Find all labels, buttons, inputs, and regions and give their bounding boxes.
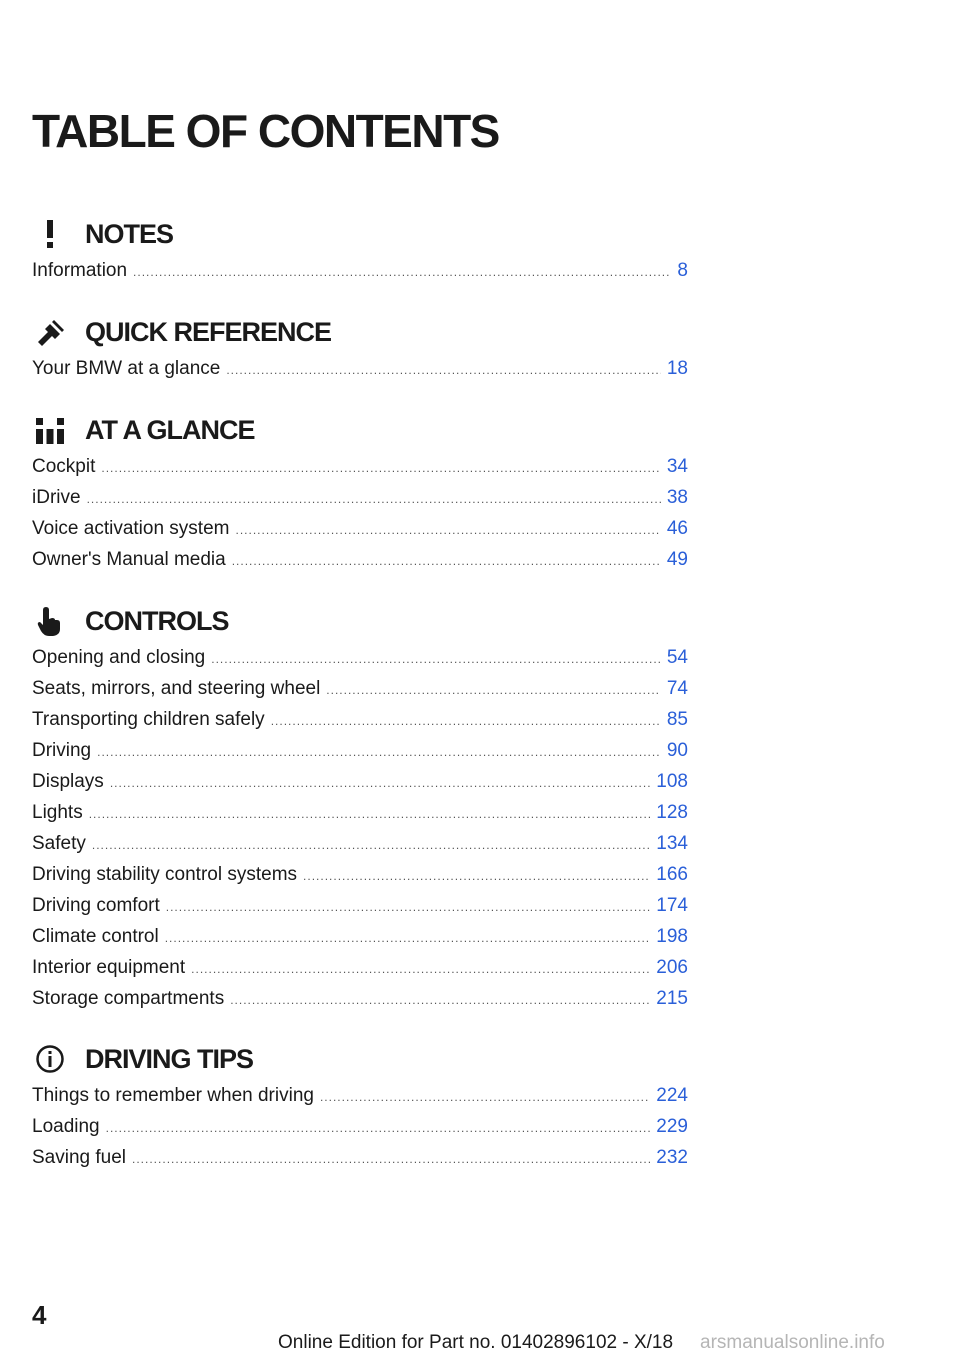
toc-entry-label: Voice activation system (32, 518, 230, 539)
toc-entry-label: Driving stability control systems (32, 864, 298, 885)
toc-entry-page[interactable]: 206 (656, 957, 688, 978)
toc-entry-label: Driving comfort (32, 895, 160, 916)
toc-entry[interactable] (32, 1143, 688, 1173)
toc-entry[interactable] (32, 984, 688, 1014)
toc-entry[interactable] (32, 483, 688, 513)
toc-entry[interactable] (32, 1081, 688, 1111)
toc-entry-page[interactable]: 8 (677, 260, 688, 281)
dot-leader (110, 768, 650, 798)
section-title: DRIVING TIPS (85, 1043, 254, 1074)
section-title: CONTROLS (85, 605, 229, 636)
dot-leader (132, 1144, 650, 1174)
dot-leader (211, 644, 661, 674)
dot-leader (101, 453, 661, 483)
toc-entry[interactable] (32, 736, 688, 766)
pin-icon (32, 314, 68, 350)
toc-entry-label: Your BMW at a glance (32, 358, 221, 379)
toc-entry-page[interactable]: 54 (666, 647, 688, 668)
dot-leader (166, 892, 651, 922)
footer-edition: Online Edition for Part no. 01402896102 - X/18 (278, 1332, 674, 1353)
toc-entry-page[interactable]: 166 (656, 864, 688, 885)
toc-entry[interactable] (32, 674, 688, 704)
dot-leader (303, 861, 650, 891)
toc-entry[interactable] (32, 860, 688, 890)
toc-entry-page[interactable]: 215 (656, 988, 688, 1009)
toc-entry-label: Climate control (32, 926, 159, 947)
toc-entry[interactable] (32, 545, 688, 575)
dot-leader (97, 737, 661, 767)
toc-entry-label: Interior equipment (32, 957, 186, 978)
hand-pointer-icon (32, 603, 68, 639)
toc-entry-page[interactable]: 224 (656, 1085, 688, 1106)
dot-leader (271, 706, 661, 736)
toc-entry-label: Lights (32, 802, 83, 823)
toc-entry[interactable] (32, 922, 688, 952)
toc-entry-label: Storage compartments (32, 988, 225, 1009)
section-notes (32, 216, 688, 252)
toc-entry-page[interactable]: 229 (656, 1116, 688, 1137)
toc-entry-label: Cockpit (32, 456, 96, 477)
toc-entry-page[interactable]: 34 (666, 456, 688, 477)
toc-entry[interactable] (32, 256, 688, 286)
watermark: arsmanualsonline.info (700, 1332, 885, 1353)
dot-leader (191, 954, 650, 984)
section-controls (32, 603, 688, 639)
dot-leader (230, 985, 650, 1015)
toc-entry-label: Driving (32, 740, 92, 761)
dot-leader (232, 546, 661, 576)
toc-entry-page[interactable]: 174 (656, 895, 688, 916)
toc-entry-label: Displays (32, 771, 104, 792)
toc-entry-label: iDrive (32, 487, 81, 508)
toc-entry-page[interactable]: 108 (656, 771, 688, 792)
info-circle-icon (32, 1041, 68, 1077)
toc-entry-label: Transporting children safely (32, 709, 265, 730)
page-number: 4 (32, 1300, 47, 1330)
section-title: NOTES (85, 218, 174, 249)
dot-leader (226, 355, 661, 385)
toc-entry-label: Information (32, 260, 128, 281)
dot-leader (89, 799, 651, 829)
toc-entry-page[interactable]: 85 (666, 709, 688, 730)
dot-leader (92, 830, 650, 860)
exclamation-icon (32, 216, 68, 252)
grid-icon (32, 412, 68, 448)
toc-entry-label: Owner's Manual media (32, 549, 226, 570)
toc-entry-page[interactable]: 232 (656, 1147, 688, 1168)
dot-leader (235, 515, 660, 545)
section-title: QUICK REFERENCE (85, 316, 332, 347)
toc-entry-label: Seats, mirrors, and steering wheel (32, 678, 321, 699)
toc-entry[interactable] (32, 829, 688, 859)
section-title: AT A GLANCE (85, 414, 255, 445)
toc-entry-label: Things to remember when driving (32, 1085, 314, 1106)
toc-entry[interactable] (32, 514, 688, 544)
toc-entry[interactable] (32, 767, 688, 797)
toc-entry-label: Opening and closing (32, 647, 206, 668)
dot-leader (106, 1113, 651, 1143)
toc-entry[interactable] (32, 1112, 688, 1142)
toc-entry-label: Loading (32, 1116, 100, 1137)
toc-entry-page[interactable]: 198 (656, 926, 688, 947)
toc-entry[interactable] (32, 354, 688, 384)
toc-entry-label: Safety (32, 833, 86, 854)
toc-entry[interactable] (32, 891, 688, 921)
dot-leader (326, 675, 661, 705)
toc-entry[interactable] (32, 705, 688, 735)
toc-entry-page[interactable]: 46 (666, 518, 688, 539)
toc-entry-page[interactable]: 90 (666, 740, 688, 761)
dot-leader (87, 484, 661, 514)
section-driving-tips (32, 1041, 688, 1077)
page-title: TABLE OF CONTENTS (32, 105, 499, 157)
toc-entry[interactable] (32, 452, 688, 482)
toc-entry-page[interactable]: 18 (666, 358, 688, 379)
toc-entry-page[interactable]: 38 (666, 487, 688, 508)
toc-entry[interactable] (32, 798, 688, 828)
section-at-a-glance (32, 412, 688, 448)
toc-entry-page[interactable]: 74 (666, 678, 688, 699)
toc-entry-page[interactable]: 49 (666, 549, 688, 570)
toc-entry-label: Saving fuel (32, 1147, 127, 1168)
toc-entry-page[interactable]: 128 (656, 802, 688, 823)
dot-leader (320, 1082, 650, 1112)
dot-leader (165, 923, 651, 953)
toc-entry[interactable] (32, 953, 688, 983)
section-quick-reference (32, 314, 688, 350)
toc-entry[interactable] (32, 643, 688, 673)
dot-leader (133, 257, 671, 287)
toc-entry-page[interactable]: 134 (656, 833, 688, 854)
